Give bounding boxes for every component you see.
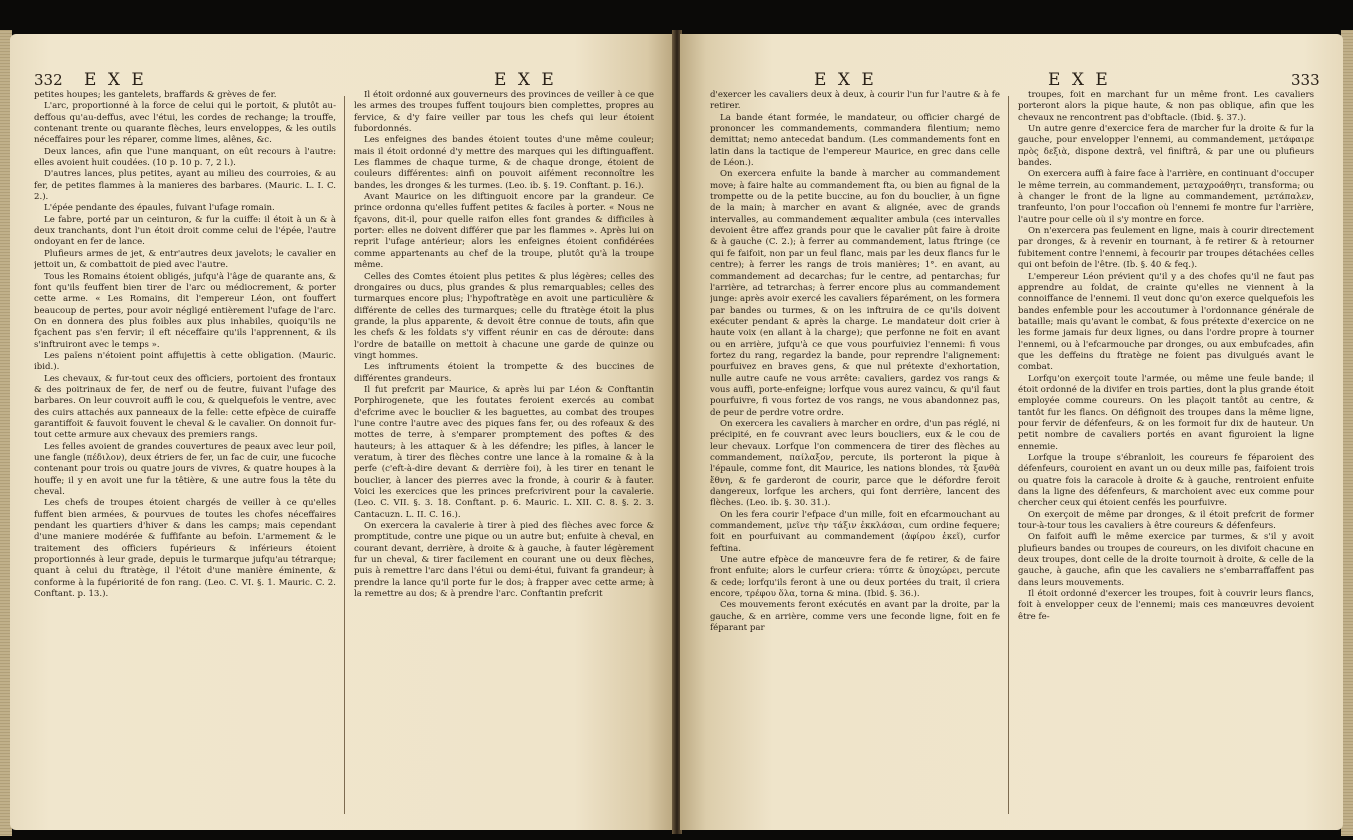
- paragraph: Une autre efpèce de manœuvre fera de fe retirer, & de faire front enfuite; alors le curfeur criera: τύπτε & ὑποχώρει, percute & cede; lorfqu'ils feront à une ou deux portées du trait, il criera encore, τρέφου ὅλα, torna & mina. (Ibid. §. 36.).: [710, 555, 1000, 600]
- column-rule-left: [344, 96, 345, 814]
- paragraph: L'arc, proportionné à la force de celui qui le portoit, & plutôt au-deffous qu'au-deffus, avec l'étui, les cordes de rechange; la trouffe, contenant trente ou quarante flèches, leurs enveloppes, & les outils néceffaires pour les réparer, comme limes, alênes, &c.: [34, 101, 336, 146]
- paragraph: On exercera enfuite la bande à marcher au commandement move; à faire halte au commandement fta, ou bien au fignal de la trompette ou de la petite buccine, au fon du bouclier, à un figne de la main; à marcher en avant & alignée, avec de grands intervalles, au commandement æqualiter ambula (ces intervalles devoient être affez grands pour que le cavalier pût faire à droite & à gauche (C. 2.); à ferrer au commandement, latus ftringe (ce qui fe faifoit, non par un feul flanc, mais par les deux flancs fur le centre); à ferrer les rangs de trois manières; 1°. en avant, au commandement ad decarchas; fur le centre, ad pentarchas; fur l'arrière, ad tetrarchas; à ferrer encore plus au commandement junge: après avoir exercé les cavaliers féparément, on les formera par bandes ou turmes, & on les inftruira de ce qu'ils doivent exécuter pendant & après la charge. Le mandateur doit crier à haute voix (en allant à la charge); que perfonne ne foit en avant ou en arrière, jufqu'à ce que vous pourfuiviez l'ennemi: fi vous fortez du rang, regardez la bande, pour reprendre l'alignement: pourfuivez en braves gens, & que nul prétexte d'exhortation, nulle autre caufe ne vous arrête: cavaliers, gardez vos rangs & vous auffi, porte-enfeigne; lorfque vous aurez vaincu, & qu'il faut pourfuivre, fi vous fortez de vos rangs, ne vous abandonnez pas, de peur de perdre votre ordre.: [710, 169, 1000, 418]
- paragraph: Les païens n'étoient point affujettis à cette obligation. (Mauric. ibid.).: [34, 350, 336, 373]
- right-column-1: [710, 90, 1000, 816]
- running-head-right-b: E X E: [1048, 70, 1111, 90]
- paragraph: Les chevaux, & fur-tout ceux des officiers, portoient des frontaux & des poitrinaux de fer, de nerf ou de feutre, fuivant l'ufage des barbares. On leur couvroit auffi le cou, & quelquefois le ventre, avec des cuirs attachés aux panneaux de la felle: cette efpèce de cuiraffe garantiffoit & fauvoit fouvent le cheval & le cavalier. On donnoit fur-tout cette armure aux chevaux des premiers rangs.: [34, 373, 336, 441]
- paragraph: Lorfque la troupe s'ébranloit, les coureurs fe féparoient des défenfeurs, couroient en avant un ou deux mille pas, faifoient trois ou quatre fois la caracole à droite & à gauche, rentroient enfuite dans la ligne des défenfeurs, & marchoient avec eux comme pour chercher ceux qui étoient cenfés les pourfuivre.: [1018, 453, 1314, 509]
- paragraph: Avant Maurice on les diftinguoit encore par la grandeur. Ce prince ordonna qu'elles fuffent petites & faciles à porter. « Nous ne fçavons, dit-il, pour quelle raifon elles font grandes & difficiles à porter: elles ne doivent différer que par les flammes ». Après lui on reprit l'ufage antérieur; alors les enfeignes étoient confidérées comme appartenants au chef de la troupe, plutôt qu'à la troupe même.: [354, 192, 654, 271]
- running-head-left-a: E X E: [84, 70, 147, 90]
- running-head-right-a: E X E: [814, 70, 877, 90]
- paragraph: Le fabre, porté par un ceinturon, & fur la cuiffe: il étoit à un & à deux tranchants, dont l'un étoit droit comme celui de l'épée, l'autre ondoyant en fer de lance.: [34, 214, 336, 248]
- paragraph: Plufieurs armes de jet, & entr'autres deux javelots; le cavalier en jettoit un, & combattoit de pied avec l'autre.: [34, 248, 336, 271]
- paragraph: Il étoit ordonné d'exercer les troupes, foit à couvrir leurs flancs, foit à envelopper ceux de l'ennemi; mais ces manœuvres devoient être fe-: [1018, 589, 1314, 622]
- paragraph: On exercera auffi à faire face à l'arrière, en continuant d'occuper le même terrein, au commandement, μεταχροάθητι, transforma; ou à changer le front de la ligne au commandement, μετάπαλεν, tranfeunto, l'on pour l'occafion où l'ennemi fe montre fur l'arrière, l'autre pour celle où il s'y montre en force.: [1018, 169, 1314, 225]
- paragraph: d'exercer les cavaliers deux à deux, à courir l'un fur l'autre & à fe retirer.: [710, 90, 1000, 112]
- paragraph: Tous les Romains étoient obligés, jufqu'à l'âge de quarante ans, & font qu'ils feuffent bien tirer de l'arc ou médiocrement, & porter cette arme. « Les Romains, dit l'empereur Léon, ont fouffert beaucoup de pertes, pour avoir négligé entièrement l'ufage de l'arc. On en donnera des plus foibles aux plus inhabiles, quoiqu'ils ne fçachent pas s'en fervir; il eft néceffaire qu'ils l'apprennent, & ils s'inftruiront avec le temps ».: [34, 271, 336, 350]
- left-column-2: [354, 90, 654, 816]
- paragraph: La bande étant formée, le mandateur, ou officier chargé de prononcer les commandements, commandera filentium; nemo demittat; nemo antecedat bandum. (Les commandements font en latin dans la tactique de l'empereur Maurice, en grec dans celle de Léon.).: [710, 112, 1000, 169]
- paragraph: On exercera la cavalerie à tirer à pied des flèches avec force & promptitude, contre une pique ou un autre but; enfuite à cheval, en courant devant, derrière, à droite & à gauche, à fauter légèrement fur un cheval, & tirer facilement en courant une ou deux flèches, puis à remettre l'arc dans l'étui ou demi-étui, fuivant fa grandeur; à prendre la lance qu'il porte fur le dos; à frapper avec cette arme; à la remettre au dos; & à prendre l'arc. Conftantin prefcrit: [354, 521, 654, 600]
- paragraph: Celles des Comtes étoient plus petites & plus légères; celles des drongaires ou ducs, plus grandes & plus remarquables; celles des turmarques encore plus; l'hypoftratège en avoit une particulière & différente de celles des turmarques; celle du ftratège étoit la plus grande, la plus apparente, & devoit être connue de touts, afin que les chefs & les foldats s'y viffent réunir en cas de déroute: dans l'ordre de bataille on mettoit à chacune une garde de quinze ou vingt hommes.: [354, 271, 654, 361]
- right-page: [680, 34, 1343, 830]
- left-column-1: [34, 90, 336, 816]
- paragraph: On n'exercera pas feulement en ligne, mais à courir directement par dronges, & à revenir en tournant, à fe retirer & à retourner fubitement contre l'ennemi, à fecourir par troupes détachées celles qui ont befoin de l'être. (Ib. §. 40 & feq.).: [1018, 226, 1314, 271]
- paragraph: Ces mouvements feront exécutés en avant par la droite, par la gauche, & en arrière, comme vers une feconde ligne, foit en fe féparant par: [710, 600, 1000, 634]
- running-head-left-b: E X E: [494, 70, 557, 90]
- right-column-2: [1018, 90, 1314, 816]
- paragraph: L'empereur Léon prévient qu'il y a des chofes qu'il ne faut pas apprendre au foldat, de crainte qu'elles ne viennent à la connoiffance de l'ennemi. Il veut donc qu'on exerce quelquefois les bandes enfemble pour les accoutumer à l'ordonnance générale de bataille; mais qu'avant le combat, & fous prétexte d'exercice on ne les forme jamais fur deux lignes, ou dans l'ordre propre à tourner l'ennemi, ou à l'efcarmouche par dronges, ou aux embufcades, afin que les deffeins du ftratège ne foient pas divulgués avant le combat.: [1018, 271, 1314, 373]
- paragraph: Les enfeignes des bandes étoient toutes d'une même couleur; mais il étoit ordonné d'y mettre des marques qui les diftinguaffent. Les flammes de chaque turme, & de chaque dronge, étoient de couleurs différentes: ainfi on pouvoit aifément reconnoître les bandes, les dronges & les turmes. (Leo. ib. §. 19. Conftant. p. 16.).: [354, 135, 654, 191]
- paragraph: On faifoit auffi le même exercice par turmes, & s'il y avoit plufieurs bandes ou troupes de coureurs, on les divifoit chacune en deux troupes, dont celle de la droite tournoit à droite, & celle de la gauche, à gauche, afin que les cavaliers ne s'embarraffaffent pas dans leurs mouvements.: [1018, 532, 1314, 588]
- paragraph: Les chefs de troupes étoient chargés de veiller à ce qu'elles fuffent bien armées, & pourvues de toutes les chofes néceffaires pendant les quartiers d'hiver & dans les camps; mais cependant d'une maniere modérée & fuffifante au befoin. L'armement & le traitement des officiers fupérieurs & inférieurs étoient proportionnés à leur grade, depuis le turmarque jufqu'au tétrarque; quant à celui du ftratège, il l'étoit d'une manière éminente, & conforme à la fupériorité de fon rang. (Leo. C. VI. §. 1. Mauric. C. 2. Conftant. p. 13.).: [34, 498, 336, 600]
- paragraph: petites houpes; les gantelets, braffards & grèves de fer.: [34, 90, 277, 100]
- paragraph: Les felles avoient de grandes couvertures de peaux avec leur poil, une fangle (πέδιλον), deux étriers de fer, un fac de cuir, une fucoche contenant pour trois ou quatre jours de vivres, & quatre houpes à la houffe; il y en avoit une fur la têtière, & une autre fous la tête du cheval.: [34, 441, 336, 498]
- paragraph: Il fut prefcrit par Maurice, & après lui par Léon & Conftantin Porphirogenete, que les foutates feroient exercés au combat d'efcrime avec le bouclier & les baguettes, au combat des troupes l'une contre l'autre avec des piques fans fer, ou des rofeaux & des mottes de terre, à s'emparer promptement des poftes & des hauteurs; à les attaquer & à les défendre; les pifles, à lancer le veratum, à tirer des flèches contre une lance à la romaine & à la perfe (c'eft-à-dire devant & derrière foi), à les tirer en tenant le bouclier, à lancer des pierres avec la fronde, à courir & à fauter. Voici les exercices que les princes prefcrivirent pour la cavalerie. (Leo. C. VII. §. 3. 18. Conftant. p. 6. Mauric. L. XII. C. 8. §. 2. 3. Cantacuzn. L. II. C. 16.).: [354, 384, 654, 520]
- paragraph: L'épée pendante des épaules, fuivant l'ufage romain.: [44, 203, 275, 214]
- left-page: [10, 34, 674, 830]
- paragraph: Un autre genre d'exercice fera de marcher fur la droite & fur la gauche, pour envelopper l'ennemi, au commandement, μετάφαιρε πρὸς δεξιὰ, dispone dextrâ, vel finiftrâ, & par une ou plufieurs bandes.: [1018, 124, 1314, 169]
- paragraph: On les fera courir l'efpace d'un mille, foit en efcarmouchant au commandement, μεῖνε τὴν τάξιν ἐκκλάσαι, cum ordine fequere; foit en pourfuivant au commandement (ἀφίρου ἐκεῖ), curfor feftina.: [710, 509, 1000, 554]
- column-rule-right: [1008, 96, 1009, 814]
- paragraph: Les inftruments étoient la trompette & des buccines de différentes grandeurs.: [354, 362, 654, 384]
- paragraph: D'autres lances, plus petites, ayant au milieu des courroies, & au fer, de petites flammes à la manieres des barbares. (Mauric. L. I. C. 2.).: [34, 169, 336, 203]
- paragraph: Deux lances, afin que l'une manquant, on eût recours à l'autre: elles avoient huit coudées. (10 p. 10 p. 7, 2 l.).: [34, 146, 336, 169]
- paragraph: Il étoit ordonné aux gouverneurs des provinces de veiller à ce que les armes des troupes fuffent toujours bien complettes, propres au fervice, & d'y faire veiller par tous les chefs qui leur étoient fubordonnés.: [354, 90, 654, 135]
- paragraph: troupes, foit en marchant fur un même front. Les cavaliers porteront alors la pique haute, & non pas oblique, afin que les chevaux ne rencontrent pas d'obftacle. (Ibid. §. 37.).: [1018, 90, 1314, 123]
- page-number-left: 332: [34, 71, 63, 89]
- paragraph: On exercera les cavaliers à marcher en ordre, d'un pas réglé, ni précipité, en fe couvrant avec leurs boucliers, eux & le cou de leur chevaux. Lorfque l'on commencera de tirer des flèches au commandement, παίλαξον, percute, ils porteront la pique à l'épaule, comme font, dit Maurice, les nations blondes, τὰ ξανθὰ ἔθνη, & fe garderont de courir, parce que le défordre feroit dangereux, lorfque les archers, qui font derrière, lancent des flèches. (Leo. ib. §. 30. 31.).: [710, 418, 1000, 509]
- paragraph: Lorfqu'on exerçoit toute l'armée, ou même une feule bande; il étoit ordonné de la divifer en trois parties, dont la plus grande étoit employée comme coureurs. On les plaçoit tantôt au centre, & tantôt fur les flancs. On défignoit des troupes dans la même ligne, pour fervir de défenfeurs, & on les formoit fur dix de hauteur. Un petit nombre de cavaliers portés en avant figuroient la ligne ennemie.: [1018, 373, 1314, 452]
- page-number-right: 333: [1291, 71, 1320, 89]
- paragraph: On exerçoit de même par dronges, & il étoit prefcrit de former tour-à-tour tous les cavaliers à être coureurs & défenfeurs.: [1018, 509, 1314, 532]
